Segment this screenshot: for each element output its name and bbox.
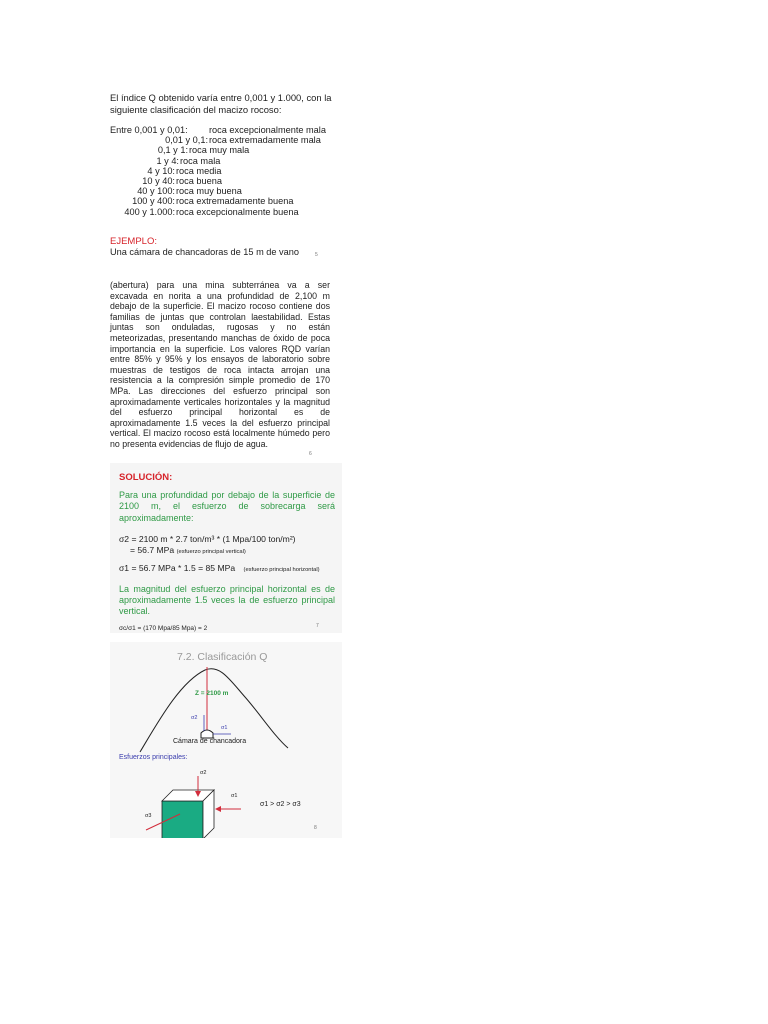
equation-value: = 56.7 MPa [130, 545, 175, 555]
q-diagram-slide [110, 642, 342, 838]
list-item [110, 145, 340, 155]
equation-result [130, 545, 246, 555]
intro-text: El índice Q obtenido varía entre 0,001 y 1.000, con la siguiente clasificación del macizo rocoso: [110, 92, 332, 115]
class-range: 4 y 10: [147, 165, 175, 176]
classification-list [110, 125, 340, 217]
list-item [110, 125, 340, 135]
equation-overburden: σ2 = 2100 m * 2.7 ton/m³ * (1 Mpa/100 ton/m²) [119, 534, 296, 544]
class-range: 1 y 4: [156, 155, 179, 166]
class-range: 100 y 400: [132, 196, 175, 207]
list-item [110, 186, 340, 196]
sigma1-label: σ1 [221, 725, 228, 731]
stress-inequality: σ1 > σ2 > σ3 [260, 801, 301, 808]
equation-value: σ1 = 56.7 MPa * 1.5 = 85 MPa [119, 563, 236, 573]
page-number: 8 [314, 825, 317, 831]
list-item [110, 176, 340, 186]
class-range: Entre 0,001 y 0,01: [110, 125, 188, 135]
slide-title: 7.2. Clasificación Q [177, 651, 268, 663]
list-item [110, 166, 340, 176]
strength-ratio: σc/σ1 = (170 Mpa/85 Mpa) = 2 [119, 625, 208, 632]
list-item [110, 207, 340, 217]
list-item [110, 196, 340, 206]
chamber-shape [201, 730, 213, 738]
page-number: 7 [316, 623, 319, 629]
equation-horizontal [119, 563, 320, 573]
class-range: 40 y 100: [137, 186, 175, 197]
equation-note: (esfuerzo principal vertical) [176, 549, 246, 555]
arrowhead-icon [215, 806, 221, 812]
class-label: roca extremadamente mala [209, 135, 321, 146]
example-text: Una cámara de chancadoras de 15 m de vano [110, 247, 299, 257]
list-item [110, 156, 340, 166]
page-number: 6 [309, 451, 312, 457]
solution-note: La magnitud del esfuerzo principal horizontal es de aproximadamente 1.5 veces la de esfuerzo principal vertical. [119, 584, 335, 616]
equation-note: (esfuerzo principal horizontal) [243, 567, 320, 573]
cube-sigma3-label: σ3 [145, 813, 152, 819]
class-label: roca media [176, 165, 222, 176]
page-number: 5 [315, 252, 318, 258]
class-range: 10 y 40: [142, 175, 175, 186]
class-range: 0,01 y 0,1: [165, 135, 208, 146]
class-label: roca mala [180, 155, 221, 166]
class-label: roca excepcionalmente mala [209, 125, 326, 135]
list-item [110, 135, 340, 145]
example-paragraph [110, 280, 330, 450]
depth-label: Z = 2100 m [195, 690, 229, 697]
class-range: 0,1 y 1: [157, 145, 188, 156]
chamber-label: Cámara de chancadora [173, 738, 247, 745]
paragraph-text: (abertura) para una mina subterránea va a ser excavada en norita a una profundidad de 2,100 m debajo de la superficie. El macizo rocoso contiene dos familias de juntas que controlan laestabilidad. Estas juntas son onduladas, rugosas y no están meteorizadas, presentando manchas de óxido de poca importancia en la superficie. Los valores RQD varían entre 85% y 95% y los ensayos de laboratorio sobre muestras de testigos de roca intacta arrojan una resistencia a la compresión simple promedio de 170 MPa. Las direcciones del esfuerzo principal son aproximadamente verticales horizontales y la magnitud del esfuerzo principal horizontal es de aproximadamente 1.5 veces la del esfuerzo principal vertical. El macizo rocoso está localmente húmedo pero no presenta evidencias de flujo de agua. [110, 280, 330, 449]
q-classification-slide [110, 92, 340, 262]
class-label: roca excepcionalmente buena [176, 206, 299, 217]
stresses-title: Esfuerzos principales: [119, 754, 188, 761]
class-label: roca buena [176, 175, 222, 186]
class-label: roca muy buena [176, 186, 242, 197]
solution-title: SOLUCIÓN: [119, 472, 173, 483]
cube-sigma1-label: σ1 [231, 793, 238, 799]
class-range: 400 y 1.000: [124, 206, 175, 217]
class-label: roca muy mala [189, 145, 250, 156]
solution-slide [110, 463, 342, 633]
cube-sigma2-label: σ2 [200, 770, 207, 776]
sigma2-label: σ2 [191, 715, 198, 721]
stress-cube [162, 790, 214, 838]
solution-intro: Para una profundidad por debajo de la superficie de 2100 m, el esfuerzo de sobrecarga será aproximadamente: [119, 490, 335, 523]
example-title: EJEMPLO: [110, 236, 157, 247]
class-label: roca extremadamente buena [176, 196, 294, 207]
